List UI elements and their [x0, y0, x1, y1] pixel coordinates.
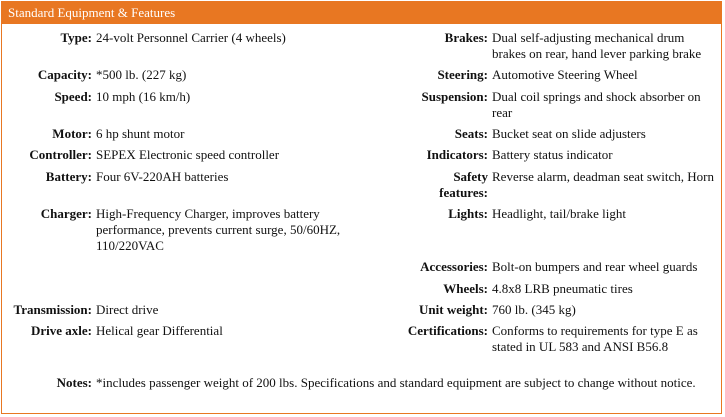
spec-value: Dual coil springs and shock absorber on rear: [492, 89, 701, 120]
spec-value: Dual self-adjusting mechanical drum brakes on rear, hand lever parking brake: [492, 30, 702, 61]
spec-value: SEPEX Electronic speed controller: [96, 147, 280, 162]
notes-label: Notes:: [56, 375, 92, 390]
spec-value: Direct drive: [96, 302, 159, 317]
spec-label: Accessories:: [420, 259, 488, 274]
spec-value: Conforms to requirements for type E as stated in UL 583 and ANSI B56.8: [492, 323, 698, 354]
spec-label: Battery:: [45, 169, 92, 184]
spec-label: Drive axle:: [30, 323, 92, 338]
spec-value: Bolt-on bumpers and rear wheel guards: [492, 259, 698, 274]
spec-label: Certifications:: [407, 323, 488, 338]
spec-label: Speed:: [54, 89, 92, 104]
spec-value: 4.8x8 LRB pneumatic tires: [492, 281, 633, 296]
spec-label: Type:: [60, 30, 92, 45]
spec-label: Seats:: [454, 126, 488, 141]
spec-value: High-Frequency Charger, improves battery performance, prevents current surge, 50/60HZ, 110/220VAC: [96, 206, 341, 253]
panel-header: Standard Equipment & Features: [2, 2, 721, 24]
spec-value: Bucket seat on slide adjusters: [492, 126, 646, 141]
spec-label: Capacity:: [37, 67, 92, 82]
spec-label: Lights:: [448, 206, 488, 221]
spec-value: Four 6V-220AH batteries: [96, 169, 229, 184]
spec-value: 24-volt Personnel Carrier (4 wheels): [96, 30, 286, 45]
spec-label: Controller:: [29, 147, 92, 162]
spec-label: Motor:: [52, 126, 92, 141]
spec-value: Automotive Steering Wheel: [492, 67, 638, 82]
spec-label: Indicators:: [426, 147, 488, 162]
spec-value: 760 lb. (345 kg): [492, 302, 576, 317]
spec-label: Steering:: [437, 67, 488, 82]
spec-label: Transmission:: [13, 302, 92, 317]
spec-value: 6 hp shunt motor: [96, 126, 185, 141]
spec-label: Safety features:: [439, 169, 488, 200]
spec-value: Helical gear Differential: [96, 323, 223, 338]
spec-value: *500 lb. (227 kg): [96, 67, 187, 82]
spec-label: Unit weight:: [419, 302, 488, 317]
spec-value: Reverse alarm, deadman seat switch, Horn: [492, 169, 715, 184]
notes-text: *includes passenger weight of 200 lbs. Specifications and standard equipment are subject to change without notice.: [96, 375, 696, 390]
equipment-features-panel: [1, 1, 722, 414]
spec-label: Charger:: [40, 206, 92, 221]
spec-value: Battery status indicator: [492, 147, 613, 162]
spec-label: Wheels:: [443, 281, 488, 296]
spec-label: Brakes:: [444, 30, 488, 45]
spec-value: Headlight, tail/brake light: [492, 206, 626, 221]
spec-label: Suspension:: [421, 89, 488, 104]
spec-value: 10 mph (16 km/h): [96, 89, 191, 104]
